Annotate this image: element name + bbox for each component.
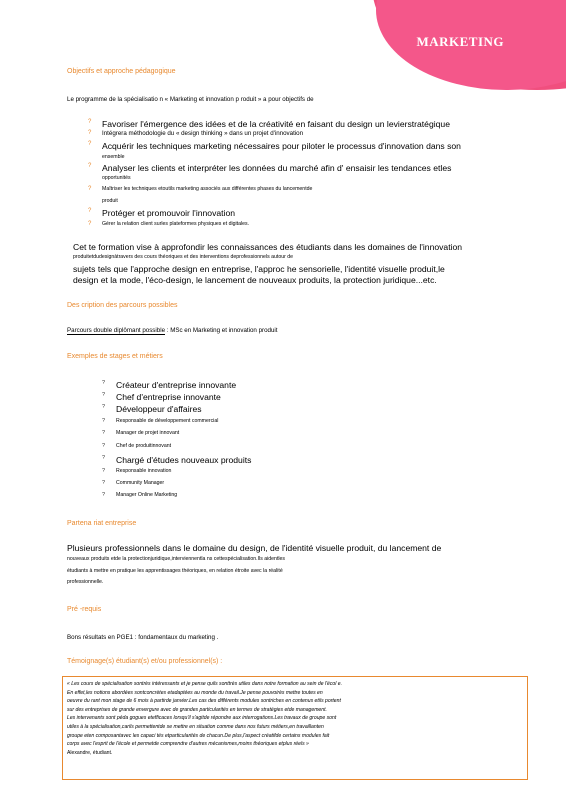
objectives-intro: Le programme de la spécialisatio n « Marketing et innovation p roduit » a pour objectifs de — [67, 96, 314, 103]
objectives-paragraph-line: produitetdudesignàtravers des cours théoriques et des interventions deprofessionnels autour de — [73, 254, 294, 260]
document-title: MARKETING — [416, 34, 504, 49]
bullet-icon: ? — [88, 208, 92, 214]
bullet-icon: ? — [102, 380, 106, 386]
bullet-icon: ? — [88, 186, 92, 192]
bullet-icon: ? — [102, 492, 106, 498]
objective-item-continued: produit — [102, 198, 118, 204]
partners-line: nouveaux produits etde la protectionjuridique,interviennentla ns cettespécialisation.Ils aidentles — [67, 556, 286, 562]
bullet-icon: ? — [102, 468, 106, 474]
bullet-icon: ? — [102, 392, 106, 398]
testimony-line: En effet,les notions abordées sontconcrètes etadaptées au monde du travail.Je pense pouvoirès mettre toutes en — [67, 689, 323, 696]
paths-label: Parcours double diplômant possible — [67, 327, 166, 334]
bullet-icon: ? — [102, 404, 106, 410]
partners-heading: Partena riat entreprise — [67, 520, 137, 527]
testimony-line: oeuvre du rant mon stage de 6 mois à partirde janvier.Les cas des différents modules sontriches en contenus etils portent — [67, 698, 341, 705]
prereq-text: Bons résultats en PGE1 : fondamentaux du marketing . — [67, 634, 219, 641]
bullet-icon: ? — [88, 119, 92, 125]
bullet-icon: ? — [102, 455, 106, 461]
bullet-icon: ? — [88, 130, 92, 136]
testimony-line: « Les cours de spécialisation sontrès intéressants et je pense quils sonttrès utiles dans notre formation au sein de l'écol e. — [67, 681, 343, 687]
corner-decoration — [366, 0, 566, 108]
testimony-line: utiles à la spécialisation,carils permettentde se mettre en situation comme dans nos futurs métiers,en travaillanten — [67, 723, 324, 730]
bullet-icon: ? — [102, 480, 106, 486]
testimony-line: sur des entreprises de grande envergure avec de grandes particularités en termes de stratégies etde management. — [67, 706, 327, 713]
testimony-line: corps avec l'esprit de l'école et permetde comprendre d'autres mécanismes,moins théoriques etplus réels » — [67, 741, 309, 748]
testimony-box — [62, 676, 528, 780]
testimony-line: groupe eten composantavec les capaci tés etparticularités de chacun.De plus,l'aspect créatifde certains modules fait — [67, 732, 330, 739]
objectives-paragraph-line: sujets tels que l'approche design en entreprise, l'approc he sensorielle, l'identité visuelle produit,le — [73, 264, 445, 274]
prereq-heading: Pré -requis — [67, 606, 102, 613]
testimony-signature: Alexandre, étudiant. — [67, 749, 113, 756]
jobs-heading: Exemples de stages et métiers — [67, 353, 163, 360]
bullet-icon: ? — [88, 163, 92, 169]
partners-line: professionnelle. — [67, 579, 104, 585]
partners-line: Plusieurs professionnels dans le domaine du design, de l'identité visuelle produit, du lancement de — [67, 543, 442, 553]
bullet-icon: ? — [88, 221, 92, 227]
bullet-icon: ? — [102, 418, 106, 424]
objectives-heading: Objectifs et approche pédagogique — [67, 68, 176, 75]
bullet-icon: ? — [102, 430, 106, 436]
testimony-line: Les intervenants sont péda gogues etefficaces lorsqu'il s'agitde répondre aux interrogations.Les travaux de groupe sont — [67, 715, 337, 722]
objective-item-continued: opportunités — [102, 175, 131, 181]
objectives-paragraph-line: Cet te formation vise à approfondir les connaissances des étudiants dans les domaines de l'innovation — [73, 242, 463, 252]
paths-heading: Des cription des parcours possibles — [67, 302, 178, 309]
partners-line: étudiants à mettre en pratique les apprentissages théoriques, en relation étroite avec la réalité — [67, 568, 283, 574]
paths-line — [67, 327, 278, 334]
bullet-icon: ? — [102, 443, 106, 449]
testimony-heading: Témoignage(s) étudiant(s) et/ou professionnel(s) : — [67, 658, 223, 665]
paths-value: : MSc en Marketing et innovation produit — [166, 327, 278, 334]
objective-item-continued: ensemble — [102, 154, 125, 160]
bullet-icon: ? — [88, 141, 92, 147]
objectives-paragraph-line: design et la mode, l'éco-design, le lancement de nouveaux produits, la protection juridique...etc. — [73, 275, 437, 285]
